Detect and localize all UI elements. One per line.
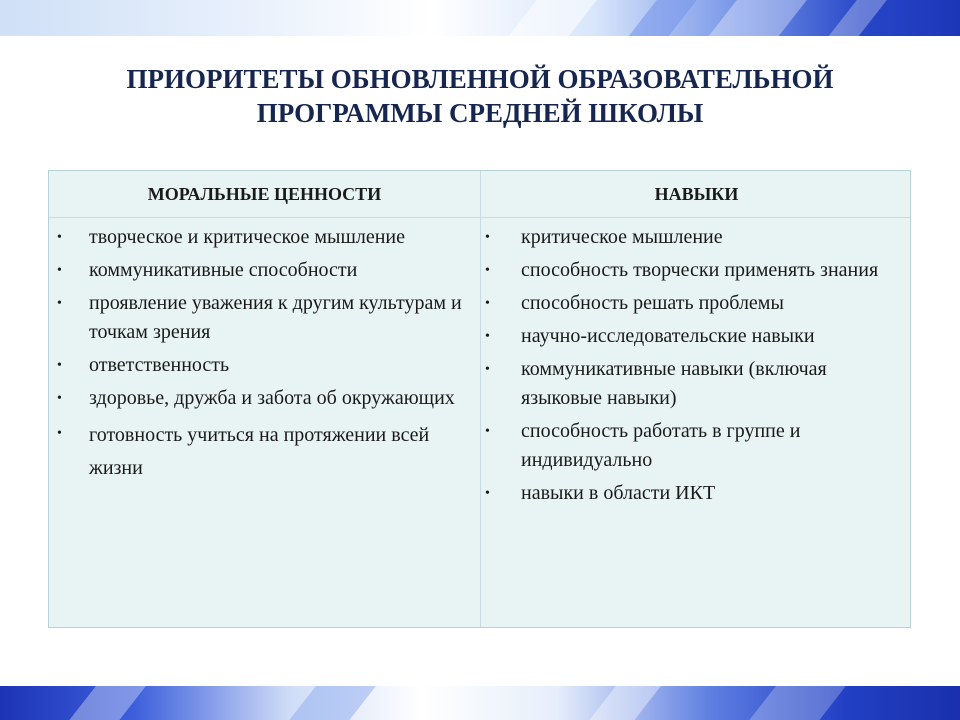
title-line-2: ПРОГРАММЫ СРЕДНЕЙ ШКОЛЫ xyxy=(256,98,704,128)
moral-values-list xyxy=(49,223,477,489)
list-item xyxy=(49,223,477,252)
list-item-text: критическое мышление xyxy=(521,226,723,248)
list-item-text: навыки в области ИКТ xyxy=(521,482,716,504)
priorities-table xyxy=(48,170,911,628)
bullet-icon: • xyxy=(485,230,490,245)
list-item xyxy=(49,256,477,285)
title-line-1: ПРИОРИТЕТЫ ОБНОВЛЕННОЙ ОБРАЗОВАТЕЛЬНОЙ xyxy=(126,64,834,94)
bullet-icon: • xyxy=(57,230,62,245)
header-moral-values: МОРАЛЬНЫЕ ЦЕННОСТИ xyxy=(147,184,382,204)
list-item xyxy=(481,479,906,508)
list-item xyxy=(49,289,477,347)
header-divider xyxy=(49,217,910,218)
list-item xyxy=(481,289,906,318)
list-item-text: способность решать проблемы xyxy=(521,292,784,314)
list-item xyxy=(481,322,906,351)
bullet-icon: • xyxy=(485,424,490,439)
bullet-icon: • xyxy=(57,296,62,311)
bottom-decorative-band xyxy=(0,686,960,720)
list-item-text: ответственность xyxy=(89,354,230,376)
bullet-icon: • xyxy=(485,263,490,278)
bullet-icon: • xyxy=(485,329,490,344)
list-item-text: здоровье, дружба и забота об окружающих xyxy=(89,387,455,409)
list-item xyxy=(49,419,477,485)
bullet-icon: • xyxy=(485,486,490,501)
header-skills: НАВЫКИ xyxy=(654,184,739,204)
list-item-text: способность работать в группе и индивидуально xyxy=(521,420,801,471)
bullet-icon: • xyxy=(57,263,62,278)
list-item-text: коммуникативные навыки (включая языковые навыки) xyxy=(521,358,827,409)
bullet-icon: • xyxy=(485,296,490,311)
list-item-text: творческое и критическое мышление xyxy=(89,226,406,248)
list-item xyxy=(481,223,906,252)
list-item xyxy=(49,351,477,380)
top-decorative-band xyxy=(0,0,960,36)
list-item-text: способность творчески применять знания xyxy=(521,259,879,281)
bullet-icon: • xyxy=(57,426,62,441)
list-item-text: готовность учиться на протяжении всей жизни xyxy=(89,424,430,479)
list-item xyxy=(481,256,906,285)
bullet-icon: • xyxy=(57,391,62,406)
list-item xyxy=(481,417,906,475)
bullet-icon: • xyxy=(57,358,62,373)
bullet-icon: • xyxy=(485,362,490,377)
slide-title xyxy=(40,62,920,130)
list-item-text: проявление уважения к другим культурам и точкам зрения xyxy=(89,292,462,343)
skills-list xyxy=(481,223,906,512)
list-item xyxy=(481,355,906,413)
list-item xyxy=(49,384,477,413)
list-item-text: коммуникативные способности xyxy=(89,259,358,281)
list-item-text: научно-исследовательские навыки xyxy=(521,325,815,347)
